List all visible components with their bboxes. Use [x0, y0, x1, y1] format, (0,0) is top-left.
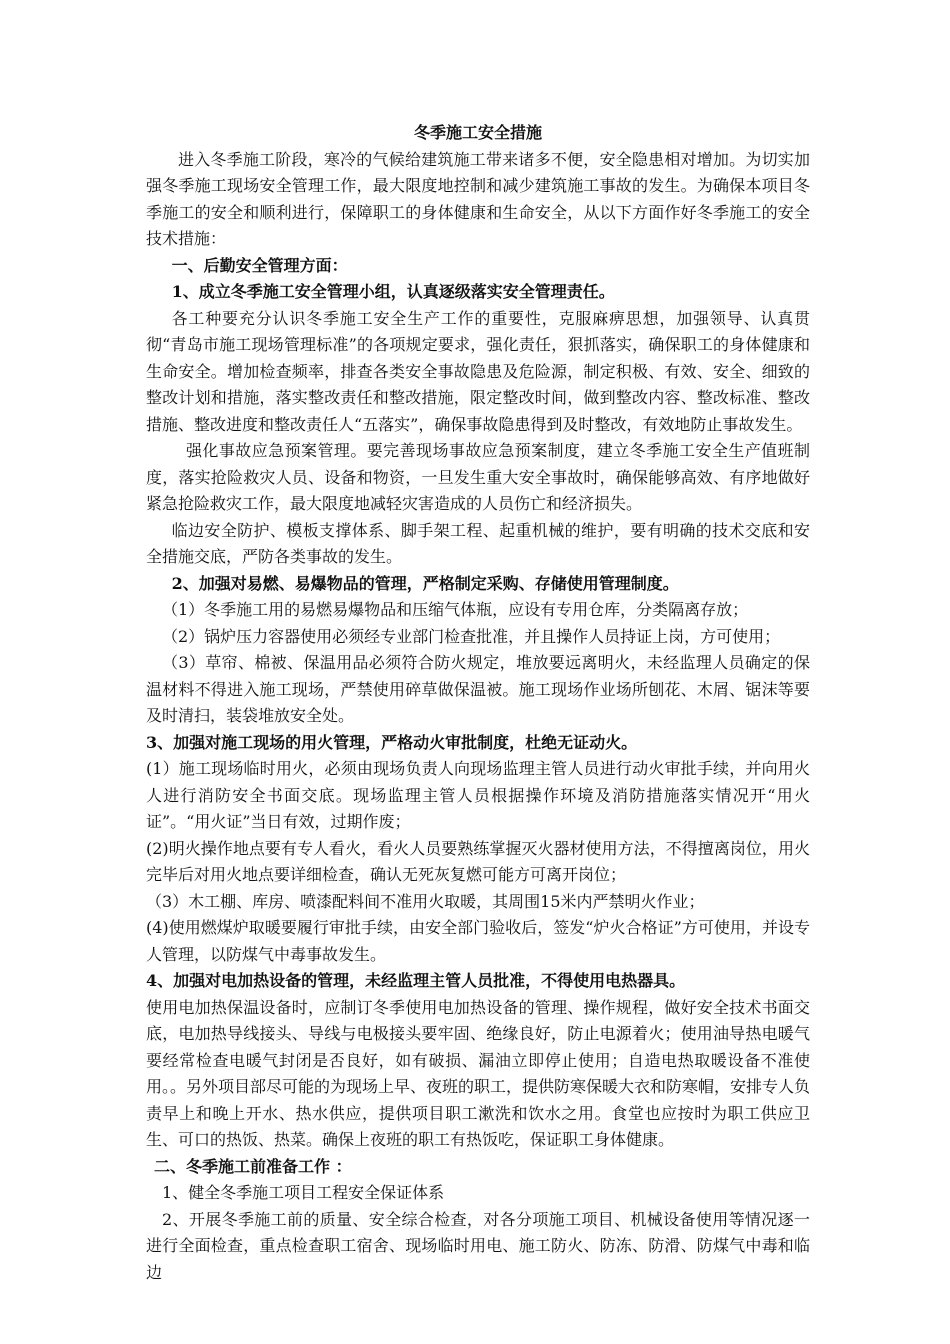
section-1-heading: 一、后勤安全管理方面： — [171, 255, 348, 275]
section-1-3-item: （3）木工棚、库房、喷漆配料间不准用火取暖，其周围15米内严禁明火作业； — [146, 891, 705, 911]
section-1-4-paragraph: 使用电加热保温设备时，应制订冬季使用电加热设备的管理、操作规程，做好安全技术书面交底，电加热导线接头、导线与电极接头要牢固、绝缘良好，防止电源着火；使用油导热电暖气要经常检查电暖气封闭是否良好，如有破损、漏油立即停止使用；自造电热取暖设备不准使用。。另外项目部尽可能的为现场上早、夜班的职工，提供防寒保暖大衣和防寒帽，安排专人负责早上和晚上开水、热水供应，提供项目职工漱洗和饮水之用。食堂也应按时为职工供应卫生、可口的热饭、热菜。确保上夜班的职工有热饭吃，保证职工身体健康。 — [146, 997, 811, 1149]
section-1-2-item: （2）锅炉压力容器使用必须经专业部门检查批准，并且操作人员持证上岗，方可使用； — [162, 626, 781, 646]
section-1-3-item: (2)明火操作地点要有专人看火，看火人员要熟练掌握灭火器材使用方法，不得擅离岗位，用火完毕后对用火地点要详细检查，确认无死灰复燃可能方可离开岗位； — [146, 838, 810, 884]
page-title: 冬季施工安全措施 — [413, 123, 542, 142]
section-1-2-heading: 2、加强对易燃、易爆物品的管理，严格制定采购、存储使用管理制度。 — [171, 573, 679, 593]
section-1-3-item: (1）施工现场临时用火，必须由现场负责人向现场监理主管人员进行动火审批手续，并向用火人进行消防安全书面交底。现场监理主管人员根据操作环境及消防措施落实情况开“用火证”。“用火证”当日有效，过期作废； — [146, 759, 810, 831]
intro-paragraph: 进入冬季施工阶段，寒冷的气候给建筑施工带来诸多不便，安全隐患相对增加。为切实加强冬季施工现场安全管理工作，最大限度地控制和减少建筑施工事故的发生。为确保本项目冬季施工的安全和顺利进行，保障职工的身体健康和生命安全，从以下方面作好冬季施工的安全技术措施： — [146, 149, 810, 248]
section-1-1-paragraph-1: 各工种要充分认识冬季施工安全生产工作的重要性，克服麻痹思想，加强领导、认真贯彻“青岛市施工现场管理标准”的各项规定要求，强化责任，狠抓落实，确保职工的身体健康和生命安全。增加检查频率，排查各类安全事故隐患及危险源，制定积极、有效、安全、细致的整改计划和措施，落实整改责任和整改措施，限定整改时间，做到整改内容、整改标准、整改措施、整改进度和整改责任人“五落实”，确保事故隐患得到及时整改，有效地防止事故发生。 — [146, 308, 810, 434]
section-2-heading: 二、冬季施工前准备工作 ： — [154, 1156, 352, 1176]
document-page — [146, 120, 810, 1286]
section-1-1-paragraph-2: 强化事故应急预案管理。要完善现场事故应急预案制度，建立冬季施工安全生产值班制度，落实抢险救灾人员、设备和物资，一旦发生重大安全事故时，确保能够高效、有序地做好紧急抢险救灾工作，最大限度地减轻灾害造成的人员伤亡和经济损失。 — [146, 441, 810, 513]
section-1-3-heading: 3、加强对施工现场的用火管理，严格动火审批制度，杜绝无证动火。 — [146, 732, 638, 752]
section-1-3-item: (4)使用燃煤炉取暖要履行审批手续，由安全部门验收后，签发“炉火合格证”方可使用，并设专人管理，以防煤气中毒事故发生。 — [146, 918, 810, 964]
section-1-1-paragraph-3: 临边安全防护、模板支撑体系、脚手架工程、起重机械的维护，要有明确的技术交底和安全措施交底，严防各类事故的发生。 — [146, 520, 810, 566]
section-2-item: 2、开展冬季施工前的质量、安全综合检查，对各分项施工项目、机械设备使用等情况逐一进行全面检查，重点检查职工宿舍、现场临时用电、施工防火、防冻、防滑、防煤气中毒和临边 — [146, 1209, 810, 1282]
section-1-2-item: （1）冬季施工用的易燃易爆物品和压缩气体瓶，应设有专用仓库，分类隔离存放； — [162, 600, 749, 619]
section-1-1-heading: 1、成立冬季施工安全管理小组，认真逐级落实安全管理责任。 — [171, 282, 615, 301]
section-2-item: 1、健全冬季施工项目工程安全保证体系 — [162, 1183, 445, 1202]
section-1-2-item: （3）草帘、棉被、保温用品必须符合防火规定，堆放要远离明火，未经监理人员确定的保温材料不得进入施工现场，严禁使用碎草做保温被。施工现场作业场所刨花、木屑、锯沫等要及时清扫，装袋堆放安全处。 — [146, 653, 810, 725]
section-1-4-heading: 4、加强对电加热设备的管理，未经监理主管人员批准，不得使用电热器具。 — [146, 971, 686, 990]
